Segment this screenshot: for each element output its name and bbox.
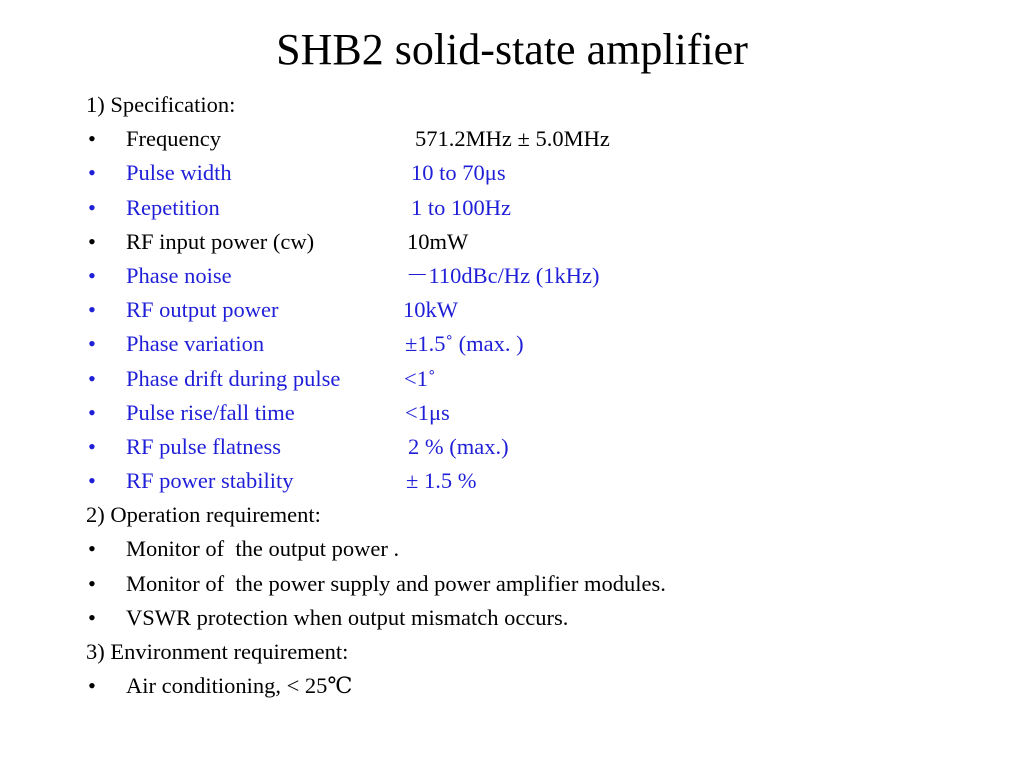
bullet-icon: • bbox=[88, 399, 96, 425]
bullet-icon: • bbox=[88, 604, 96, 630]
section-heading-environment: 3) Environment requirement: bbox=[86, 639, 349, 664]
operation-text: Monitor of the output power . bbox=[126, 536, 400, 562]
section-heading-specification: 1) Specification: bbox=[86, 92, 236, 117]
spec-value: 571.2MHz ± 5.0MHz bbox=[415, 126, 610, 152]
spec-value: <1μs bbox=[405, 399, 450, 425]
bullet-icon: • bbox=[88, 673, 96, 699]
bullet-icon: • bbox=[88, 331, 96, 357]
operation-item bbox=[86, 567, 986, 601]
spec-item-phase-noise bbox=[86, 259, 986, 293]
spec-label: Phase variation bbox=[126, 331, 265, 357]
spec-label: Phase drift during pulse bbox=[126, 365, 341, 391]
spec-value: 1 to 100Hz bbox=[411, 194, 511, 220]
operation-text: VSWR protection when output mismatch occurs. bbox=[126, 604, 569, 630]
spec-item-rf-pulse-flatness bbox=[86, 430, 986, 464]
spec-label: RF pulse flatness bbox=[126, 433, 281, 459]
spec-label: Pulse width bbox=[126, 160, 232, 186]
spec-value: 10 to 70μs bbox=[411, 160, 506, 186]
spec-value: ± 1.5 % bbox=[406, 468, 477, 494]
spec-item-pulse-rise-fall bbox=[86, 396, 986, 430]
spec-label: Pulse rise/fall time bbox=[126, 399, 295, 425]
spec-value: 10mW bbox=[407, 228, 469, 254]
environment-item bbox=[86, 669, 986, 703]
spec-item-repetition bbox=[86, 191, 986, 225]
bullet-icon: • bbox=[88, 194, 96, 220]
operation-item bbox=[86, 532, 986, 566]
spec-value: 2 % (max.) bbox=[408, 433, 509, 459]
bullet-icon: • bbox=[88, 536, 96, 562]
spec-item-phase-variation bbox=[86, 327, 986, 361]
bullet-icon: • bbox=[88, 365, 96, 391]
spec-label: Phase noise bbox=[126, 262, 232, 288]
slide-content bbox=[86, 88, 986, 703]
spec-label: Repetition bbox=[126, 194, 220, 220]
spec-item-phase-drift bbox=[86, 362, 986, 396]
bullet-icon: • bbox=[88, 570, 96, 596]
spec-label: Frequency bbox=[126, 126, 221, 152]
bullet-icon: • bbox=[88, 468, 96, 494]
section-heading-operation: 2) Operation requirement: bbox=[86, 502, 321, 528]
spec-value: <1˚ bbox=[404, 365, 436, 391]
spec-label: RF input power (cw) bbox=[126, 228, 315, 254]
bullet-icon: • bbox=[88, 228, 96, 254]
operation-text: Monitor of the power supply and power amplifier modules. bbox=[126, 570, 666, 596]
spec-item-pulse-width bbox=[86, 156, 986, 190]
spec-item-rf-output-power bbox=[86, 293, 986, 327]
spec-label: RF power stability bbox=[126, 468, 294, 494]
spec-item-rf-input-power bbox=[86, 225, 986, 259]
spec-value: 10kW bbox=[403, 297, 458, 323]
bullet-icon: • bbox=[88, 262, 96, 288]
bullet-icon: • bbox=[88, 160, 96, 186]
spec-value: ±1.5˚ (max. ) bbox=[405, 331, 524, 357]
spec-item-frequency bbox=[86, 122, 986, 156]
environment-text: Air conditioning, < 25℃ bbox=[126, 673, 353, 699]
spec-label: RF output power bbox=[126, 297, 279, 323]
bullet-icon: • bbox=[88, 433, 96, 459]
bullet-icon: • bbox=[88, 126, 96, 152]
spec-value: －110dBc/Hz (1kHz) bbox=[406, 262, 600, 288]
spec-item-rf-power-stability bbox=[86, 464, 986, 498]
bullet-icon: • bbox=[88, 297, 96, 323]
slide-title: SHB2 solid-state amplifier bbox=[276, 25, 748, 74]
operation-item bbox=[86, 601, 986, 635]
